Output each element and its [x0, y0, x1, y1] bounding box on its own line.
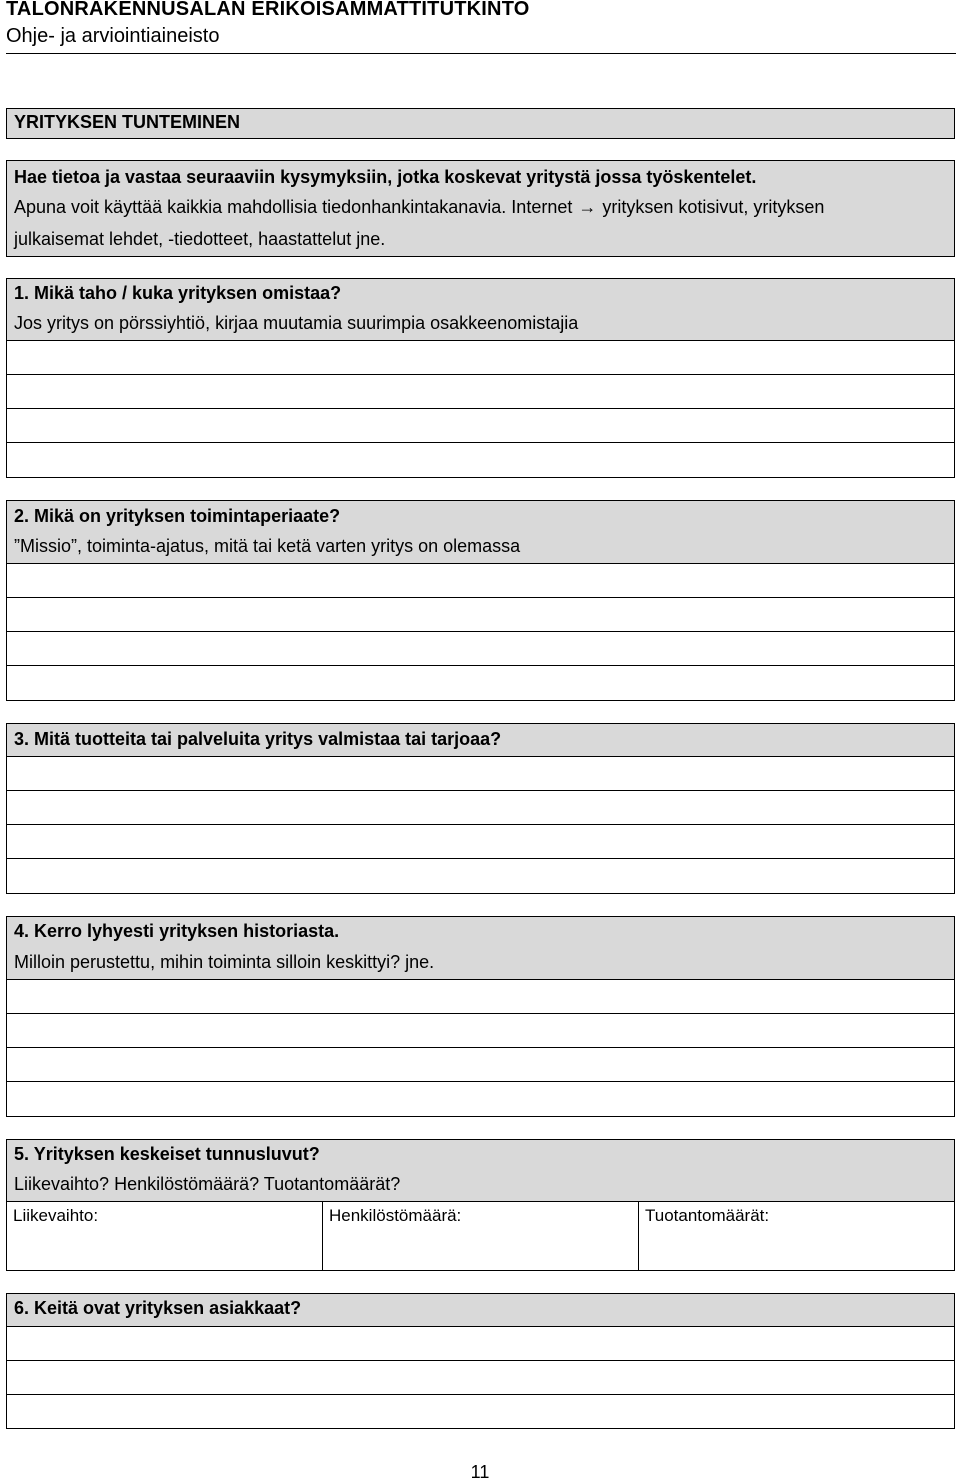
- answer-line[interactable]: [6, 1326, 955, 1361]
- question-4-hint: Milloin perustettu, mihin toiminta silloin keskittyi? jne.: [14, 952, 435, 972]
- answer-line[interactable]: [6, 858, 955, 894]
- cell-divider: [638, 1201, 639, 1270]
- headcount-field[interactable]: Henkilöstömäärä:: [329, 1206, 462, 1225]
- header-divider: [6, 53, 956, 54]
- answer-line[interactable]: [6, 1394, 955, 1429]
- question-2-header: [6, 500, 955, 564]
- answer-line[interactable]: [6, 665, 955, 701]
- question-4-title: 4. Kerro lyhyesti yrityksen historiasta.: [14, 921, 340, 941]
- intro-line-2: [14, 197, 824, 218]
- revenue-field[interactable]: Liikevaihto:: [13, 1206, 99, 1225]
- intro-line-1: Hae tietoa ja vastaa seuraaviin kysymyksiin, jotka koskevat yritystä jossa työskentelet.: [14, 167, 757, 187]
- question-4-header: [6, 916, 955, 980]
- answer-line[interactable]: [6, 340, 955, 375]
- answer-line[interactable]: [6, 790, 955, 825]
- question-6-header: [6, 1293, 955, 1327]
- answer-line[interactable]: [6, 1081, 955, 1117]
- answer-line[interactable]: [6, 408, 955, 443]
- answer-line[interactable]: [6, 631, 955, 666]
- question-3-title: 3. Mitä tuotteita tai palveluita yritys valmistaa tai tarjoaa?: [14, 729, 502, 749]
- question-5-title: 5. Yrityksen keskeiset tunnusluvut?: [14, 1144, 320, 1164]
- document-title: TALONRAKENNUSALAN ERIKOISAMMATTITUTKINTO: [6, 0, 530, 20]
- question-2-hint: ”Missio”, toiminta-ajatus, mitä tai ketä varten yritys on olemassa: [14, 536, 521, 556]
- section-title-box: [6, 108, 955, 139]
- question-5-hint: Liikevaihto? Henkilöstömäärä? Tuotantomäärät?: [14, 1174, 401, 1194]
- answer-line[interactable]: [6, 979, 955, 1014]
- answer-line[interactable]: [6, 374, 955, 409]
- intro-line-2b: yrityksen kotisivut, yrityksen: [602, 197, 825, 217]
- question-5-header: [6, 1139, 955, 1202]
- answer-line[interactable]: [6, 824, 955, 859]
- answer-line[interactable]: [6, 1360, 955, 1395]
- production-volume-field[interactable]: Tuotantomäärät:: [645, 1206, 770, 1225]
- answer-line[interactable]: [6, 1013, 955, 1048]
- answer-line[interactable]: [6, 756, 955, 791]
- answer-line[interactable]: [6, 597, 955, 632]
- intro-line-2a: Apuna voit käyttää kaikkia mahdollisia tiedonhankintakanavia. Internet: [14, 197, 573, 217]
- page-number: 11: [470, 1462, 490, 1482]
- key-figures-row: [6, 1201, 955, 1271]
- question-1-hint: Jos yritys on pörssiyhtiö, kirjaa muutamia suurimpia osakkeenomistajia: [14, 313, 579, 333]
- cell-divider: [322, 1201, 323, 1270]
- question-1-header: [6, 278, 955, 341]
- section-title: YRITYKSEN TUNTEMINEN: [14, 112, 241, 132]
- question-6-title: 6. Keitä ovat yrityksen asiakkaat?: [14, 1298, 302, 1318]
- question-1-title: 1. Mikä taho / kuka yrityksen omistaa?: [14, 283, 342, 303]
- answer-line[interactable]: [6, 563, 955, 598]
- intro-line-3: julkaisemat lehdet, -tiedotteet, haastattelut jne.: [14, 229, 386, 249]
- arrow-right-icon: →: [578, 197, 597, 217]
- question-3-header: [6, 723, 955, 757]
- question-2-title: 2. Mikä on yrityksen toimintaperiaate?: [14, 506, 341, 526]
- intro-box: [6, 160, 955, 257]
- answer-line[interactable]: [6, 442, 955, 478]
- document-subtitle: Ohje- ja arviointiaineisto: [6, 25, 220, 47]
- answer-line[interactable]: [6, 1047, 955, 1082]
